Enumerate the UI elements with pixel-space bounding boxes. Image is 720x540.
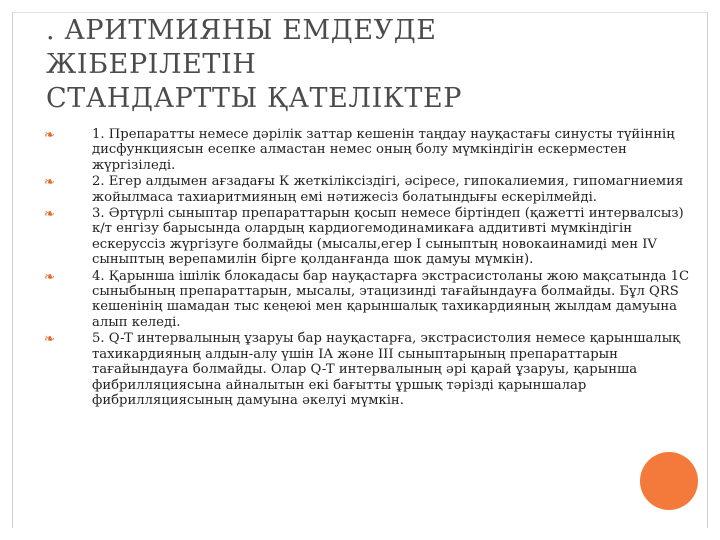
list-item: [44, 206, 694, 268]
ornamental-bullet-icon: ❧: [44, 269, 55, 285]
ornamental-bullet-icon: ❧: [44, 207, 55, 223]
list-item: [44, 174, 694, 205]
title-line: СТАНДАРТТЫ ҚАТЕЛІКТЕР: [46, 83, 463, 114]
slide-frame-top: [12, 12, 708, 13]
list-item-text: 4. Қарынша ішілік блокадасы бар науқастарға экстрасистоланы жою мақсатында 1С сыныбының препараттарын, мысалы, этацизинді тағайындауға болмайды. Бұл QRS кешенінің шамадан тыс кеңеюі мен қарыншалық тахикардияның жылдам дамуына алып келеді.: [92, 268, 690, 330]
list-item-text: 2. Егер алдымен ағзадағы К жеткіліксіздігі, әсіресе, гипокалиемия, гипомагниемия жойылмаса тахиаритмияның емі нәтижесіз болатындығы ескерілмейді.: [92, 174, 684, 205]
ornamental-bullet-icon: ❧: [44, 332, 55, 348]
list-item-text: 3. Әртүрлі сыныптар препараттарын қосып немесе біртіндеп (қажетті интервалсыз) к/т енгізу барысында олардың кардиогемодинамикаға аддитивті мүмкіндігін ескеруссіз жүргізуге болмайды (мысалы,егер I сыныптың новокаинамиді мен IV сыныптың верепамилін бірге қолданғанда шок дамуы мүмкін).: [92, 206, 684, 268]
ornamental-bullet-icon: ❧: [44, 175, 55, 191]
list-item-text: 1. Препаратты немесе дәрілік заттар кешенін таңдау науқастағы синусты түйіннің дисфункциясын есепке алмастан немес оның болу мүмкіндігін ескерместен жүргізіледі.: [92, 127, 675, 173]
title-line: . АРИТМИЯНЫ ЕМДЕУДЕ: [46, 15, 437, 46]
list-item: [44, 127, 694, 173]
list-item: [44, 269, 694, 331]
list-item: [44, 331, 694, 408]
slide-frame-right: [707, 12, 708, 528]
slide-frame-left: [12, 12, 13, 528]
ornamental-bullet-icon: ❧: [44, 128, 55, 143]
bullet-list: [44, 127, 694, 409]
title-line: ЖІБЕРІЛЕТІН: [46, 49, 257, 80]
decorative-orange-circle: [640, 452, 698, 510]
list-item-text: 5. Q-T интервалының ұзаруы бар науқастарға, экстрасистолия немесе қарыншалық тахикардияның алдын-алу үшін IA және III сыныптарының препараттарын тағайындауға болмайды. Олар Q-T интервалының әрі қарай ұзаруы, қарынша фибрилляциясына айналытын екі бағытты ұршық тәрізді қарыншалар фибрилляциясының дамуына әкелуі мүмкін.: [92, 331, 681, 408]
slide-title: [46, 14, 656, 116]
